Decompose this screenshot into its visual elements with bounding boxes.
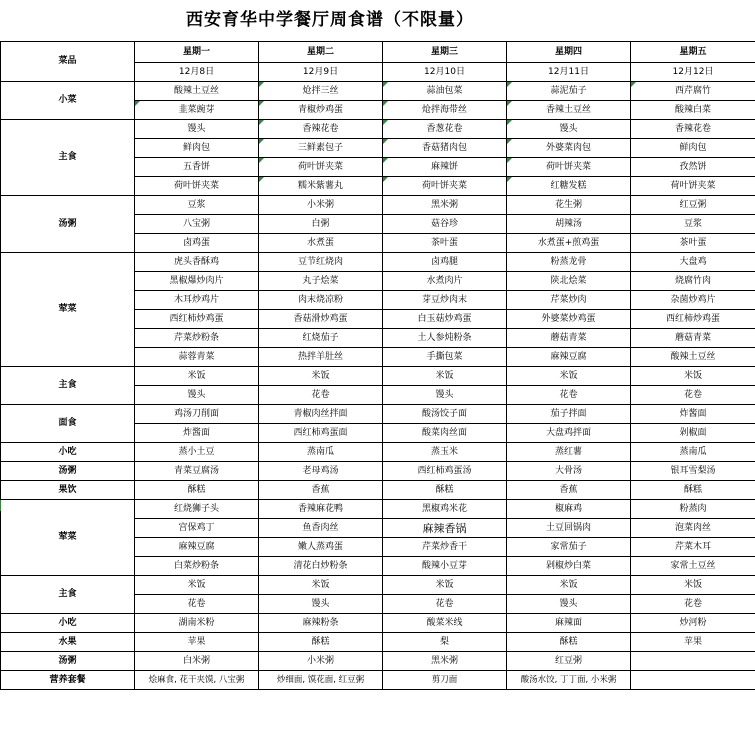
menu-row bbox=[1, 481, 755, 500]
dish-cell: 粉蒸龙骨 bbox=[507, 253, 631, 272]
dish-cell: 芹菜炒粉条 bbox=[135, 329, 259, 348]
dish-cell: 芹菜炒香干 bbox=[383, 538, 507, 557]
menu-row bbox=[1, 652, 755, 671]
dish-cell: 鸡汤刀削面 bbox=[135, 405, 259, 424]
dish-cell: 苹果 bbox=[135, 633, 259, 652]
dish-cell: 椒麻鸡 bbox=[507, 500, 631, 519]
dish-cell: 黑椒鸡米花 bbox=[383, 500, 507, 519]
dish-cell: 香辣麻花鸭 bbox=[259, 500, 383, 519]
dish-cell: 荷叶饼夹菜 bbox=[631, 177, 755, 196]
dish-cell: 蒸红薯 bbox=[507, 443, 631, 462]
dish-cell: 炝拌三丝 bbox=[259, 82, 383, 101]
dish-cell: 宫保鸡丁 bbox=[135, 519, 259, 538]
dish-cell: 西红柿炒鸡蛋 bbox=[631, 310, 755, 329]
dish-cell: 米饭 bbox=[135, 367, 259, 386]
category-cell: 小吃 bbox=[1, 614, 135, 633]
dish-cell: 青椒肉丝拌面 bbox=[259, 405, 383, 424]
dish-cell: 青菜豆腐汤 bbox=[135, 462, 259, 481]
dish-cell: 卤鸡蛋 bbox=[135, 234, 259, 253]
dish-cell: 馒头 bbox=[507, 120, 631, 139]
dish-cell: 炒细面, 馍花面, 红豆粥 bbox=[259, 671, 383, 690]
category-cell: 主食 bbox=[1, 367, 135, 405]
day-header: 星期二 bbox=[259, 42, 383, 63]
dish-cell: 麻辣饼 bbox=[383, 158, 507, 177]
category-cell: 汤粥 bbox=[1, 462, 135, 481]
dish-cell: 芹菜炒肉 bbox=[507, 291, 631, 310]
dish-cell: 苹果 bbox=[631, 633, 755, 652]
dish-cell: 剪刀面 bbox=[383, 671, 507, 690]
date-header: 12月8日 bbox=[135, 63, 259, 82]
dish-cell: 茶叶蛋 bbox=[383, 234, 507, 253]
category-cell: 小菜 bbox=[1, 82, 135, 120]
dish-cell: 米饭 bbox=[507, 576, 631, 595]
dish-cell: 酸汤饺子面 bbox=[383, 405, 507, 424]
category-cell: 荤菜 bbox=[1, 253, 135, 367]
dish-cell: 黑米粥 bbox=[383, 196, 507, 215]
dish-cell: 米饭 bbox=[135, 576, 259, 595]
dish-cell: 小米粥 bbox=[259, 652, 383, 671]
menu-row bbox=[1, 253, 755, 272]
dish-cell: 烩麻食, 花干夹馍, 八宝粥 bbox=[135, 671, 259, 690]
dish-cell: 五香饼 bbox=[135, 158, 259, 177]
dish-cell: 蘑菇青菜 bbox=[507, 329, 631, 348]
dish-cell: 红烧茄子 bbox=[259, 329, 383, 348]
dish-cell: 米饭 bbox=[383, 367, 507, 386]
dish-cell: 米饭 bbox=[631, 367, 755, 386]
dish-cell: 花卷 bbox=[507, 386, 631, 405]
dish-cell: 剁椒面 bbox=[631, 424, 755, 443]
dish-cell: 热拌羊肚丝 bbox=[259, 348, 383, 367]
dish-cell: 银耳雪梨汤 bbox=[631, 462, 755, 481]
date-header: 12月11日 bbox=[507, 63, 631, 82]
dish-cell: 老母鸡汤 bbox=[259, 462, 383, 481]
category-cell: 水果 bbox=[1, 633, 135, 652]
dish-cell: 米饭 bbox=[507, 367, 631, 386]
menu-row bbox=[1, 462, 755, 481]
dish-cell: 花卷 bbox=[631, 595, 755, 614]
dish-cell: 炒河粉 bbox=[631, 614, 755, 633]
dish-cell: 蒜油包菜 bbox=[383, 82, 507, 101]
dish-cell: 荷叶饼夹菜 bbox=[507, 158, 631, 177]
category-cell: 汤粥 bbox=[1, 652, 135, 671]
dish-cell: 茶叶蛋 bbox=[631, 234, 755, 253]
menu-row bbox=[1, 120, 755, 139]
dish-cell: 白玉菇炒鸡蛋 bbox=[383, 310, 507, 329]
category-cell: 小吃 bbox=[1, 443, 135, 462]
dish-cell: 大盘鸡拌面 bbox=[507, 424, 631, 443]
dish-cell: 酸辣土豆丝 bbox=[135, 82, 259, 101]
menu-row bbox=[1, 671, 755, 690]
dish-cell: 蒜泥茄子 bbox=[507, 82, 631, 101]
dish-cell: 芽豆炒肉末 bbox=[383, 291, 507, 310]
dish-cell: 糯米紫薯丸 bbox=[259, 177, 383, 196]
dish-cell: 香蕉 bbox=[507, 481, 631, 500]
dish-cell: 外婆菜炒鸡蛋 bbox=[507, 310, 631, 329]
dish-cell: 大骨汤 bbox=[507, 462, 631, 481]
dish-cell: 花生粥 bbox=[507, 196, 631, 215]
dish-cell: 黑椒爆炒肉片 bbox=[135, 272, 259, 291]
dish-cell: 酸菜米线 bbox=[383, 614, 507, 633]
dish-cell: 花卷 bbox=[259, 386, 383, 405]
dish-cell: 米饭 bbox=[383, 576, 507, 595]
dish-cell: 蒜蓉青菜 bbox=[135, 348, 259, 367]
dish-cell: 茄子拌面 bbox=[507, 405, 631, 424]
dish-cell: 土人参炖粉条 bbox=[383, 329, 507, 348]
day-header-row bbox=[1, 42, 755, 63]
menu-row bbox=[1, 500, 755, 519]
dish-cell: 炸酱面 bbox=[631, 405, 755, 424]
day-header: 星期三 bbox=[383, 42, 507, 63]
dish-cell: 菇谷珍 bbox=[383, 215, 507, 234]
dish-cell: 花卷 bbox=[135, 595, 259, 614]
dish-cell: 酥糕 bbox=[631, 481, 755, 500]
dish-cell: 泡菜肉丝 bbox=[631, 519, 755, 538]
dish-cell: 丸子烩菜 bbox=[259, 272, 383, 291]
dish-cell: 香蕉 bbox=[259, 481, 383, 500]
dish-cell: 杂菌炒鸡片 bbox=[631, 291, 755, 310]
category-cell: 营养套餐 bbox=[1, 671, 135, 690]
dish-cell: 胡辣汤 bbox=[507, 215, 631, 234]
dish-cell: 麻辣香锅 bbox=[383, 519, 507, 538]
dish-cell: 三鲜素包子 bbox=[259, 139, 383, 158]
dish-cell: 米饭 bbox=[259, 576, 383, 595]
dish-cell: 白米粥 bbox=[135, 652, 259, 671]
dish-cell: 蒸南瓜 bbox=[259, 443, 383, 462]
category-cell: 面食 bbox=[1, 405, 135, 443]
dish-cell: 红豆粥 bbox=[507, 652, 631, 671]
dish-cell bbox=[631, 652, 755, 671]
dish-cell: 小米粥 bbox=[259, 196, 383, 215]
dish-cell: 酸汤水饺, 丁丁面, 小米粥 bbox=[507, 671, 631, 690]
dish-cell: 家常土豆丝 bbox=[631, 557, 755, 576]
dish-cell: 花卷 bbox=[631, 386, 755, 405]
category-header: 菜品 bbox=[1, 42, 135, 82]
dish-cell: 水煮蛋 bbox=[259, 234, 383, 253]
dish-cell: 青椒炒鸡蛋 bbox=[259, 101, 383, 120]
menu-row bbox=[1, 367, 755, 386]
dish-cell: 荷叶饼夹菜 bbox=[259, 158, 383, 177]
weekly-menu-table bbox=[0, 41, 755, 690]
dish-cell: 酥糕 bbox=[507, 633, 631, 652]
date-header: 12月12日 bbox=[631, 63, 755, 82]
dish-cell: 香菇滑炒鸡蛋 bbox=[259, 310, 383, 329]
dish-cell: 八宝粥 bbox=[135, 215, 259, 234]
dish-cell: 烧腐竹肉 bbox=[631, 272, 755, 291]
dish-cell bbox=[631, 671, 755, 690]
dish-cell: 酸菜肉丝面 bbox=[383, 424, 507, 443]
dish-cell: 酥糕 bbox=[259, 633, 383, 652]
dish-cell: 香辣花卷 bbox=[631, 120, 755, 139]
dish-cell: 红豆粥 bbox=[631, 196, 755, 215]
dish-cell: 荷叶饼夹菜 bbox=[383, 177, 507, 196]
dish-cell: 鲜肉包 bbox=[631, 139, 755, 158]
dish-cell: 米饭 bbox=[631, 576, 755, 595]
dish-cell: 红糖发糕 bbox=[507, 177, 631, 196]
category-cell: 主食 bbox=[1, 576, 135, 614]
day-header: 星期四 bbox=[507, 42, 631, 63]
day-header: 星期一 bbox=[135, 42, 259, 63]
dish-cell: 水煮蛋+煎鸡蛋 bbox=[507, 234, 631, 253]
menu-row bbox=[1, 633, 755, 652]
dish-cell: 香菇猪肉包 bbox=[383, 139, 507, 158]
menu-row bbox=[1, 614, 755, 633]
dish-cell: 西红柿炒鸡蛋 bbox=[135, 310, 259, 329]
date-header: 12月9日 bbox=[259, 63, 383, 82]
dish-cell: 鱼香肉丝 bbox=[259, 519, 383, 538]
dish-cell: 大盘鸡 bbox=[631, 253, 755, 272]
dish-cell: 酸辣白菜 bbox=[631, 101, 755, 120]
dish-cell: 虎头香酥鸡 bbox=[135, 253, 259, 272]
dish-cell: 麻辣粉条 bbox=[259, 614, 383, 633]
dish-cell: 鲜肉包 bbox=[135, 139, 259, 158]
dish-cell: 馒头 bbox=[135, 386, 259, 405]
dish-cell: 木耳炒鸡片 bbox=[135, 291, 259, 310]
dish-cell: 麻辣豆腐 bbox=[507, 348, 631, 367]
dish-cell: 手撕包菜 bbox=[383, 348, 507, 367]
dish-cell: 孜然饼 bbox=[631, 158, 755, 177]
menu-row bbox=[1, 405, 755, 424]
dish-cell: 韭菜豌芽 bbox=[135, 101, 259, 120]
dish-cell: 西芹腐竹 bbox=[631, 82, 755, 101]
dish-cell: 香葱花卷 bbox=[383, 120, 507, 139]
dish-cell: 陕北烩菜 bbox=[507, 272, 631, 291]
page-title: 西安育华中学餐厅周食谱（不限量） bbox=[186, 10, 474, 30]
dish-cell: 馒头 bbox=[507, 595, 631, 614]
dish-cell: 香辣花卷 bbox=[259, 120, 383, 139]
dish-cell: 麻辣面 bbox=[507, 614, 631, 633]
dish-cell: 香辣土豆丝 bbox=[507, 101, 631, 120]
dish-cell: 粉蒸肉 bbox=[631, 500, 755, 519]
dish-cell: 卤鸡腿 bbox=[383, 253, 507, 272]
dish-cell: 西红柿鸡蛋汤 bbox=[383, 462, 507, 481]
category-cell: 汤粥 bbox=[1, 196, 135, 253]
dish-cell: 豆浆 bbox=[135, 196, 259, 215]
dish-cell: 家常茄子 bbox=[507, 538, 631, 557]
dish-cell: 黑米粥 bbox=[383, 652, 507, 671]
dish-cell: 酸辣土豆丝 bbox=[631, 348, 755, 367]
dish-cell: 豆节红烧肉 bbox=[259, 253, 383, 272]
dish-cell: 红烧狮子头 bbox=[135, 500, 259, 519]
dish-cell: 蘑菇青菜 bbox=[631, 329, 755, 348]
category-cell: 主食 bbox=[1, 120, 135, 196]
dish-cell: 馒头 bbox=[259, 595, 383, 614]
menu-row bbox=[1, 443, 755, 462]
dish-cell: 嫩人蒸鸡蛋 bbox=[259, 538, 383, 557]
dish-cell: 麻辣豆腐 bbox=[135, 538, 259, 557]
dish-cell: 西红柿鸡蛋面 bbox=[259, 424, 383, 443]
dish-cell: 荷叶饼夹菜 bbox=[135, 177, 259, 196]
dish-cell: 馒头 bbox=[135, 120, 259, 139]
menu-row bbox=[1, 196, 755, 215]
dish-cell: 湖南米粉 bbox=[135, 614, 259, 633]
dish-cell: 清花白炒粉条 bbox=[259, 557, 383, 576]
dish-cell: 梨 bbox=[383, 633, 507, 652]
date-header: 12月10日 bbox=[383, 63, 507, 82]
dish-cell: 酥糕 bbox=[135, 481, 259, 500]
menu-row bbox=[1, 576, 755, 595]
dish-cell: 肉末烧凉粉 bbox=[259, 291, 383, 310]
dish-cell: 水煮肉片 bbox=[383, 272, 507, 291]
dish-cell: 土豆回锅肉 bbox=[507, 519, 631, 538]
dish-cell: 剁椒炒白菜 bbox=[507, 557, 631, 576]
dish-cell: 花卷 bbox=[383, 595, 507, 614]
row-marker bbox=[0, 500, 1, 511]
dish-cell: 白粥 bbox=[259, 215, 383, 234]
dish-cell: 酥糕 bbox=[383, 481, 507, 500]
dish-cell: 酸辣小豆芽 bbox=[383, 557, 507, 576]
dish-cell: 炝拌海带丝 bbox=[383, 101, 507, 120]
dish-cell: 米饭 bbox=[259, 367, 383, 386]
category-cell: 荤菜 bbox=[1, 500, 135, 576]
dish-cell: 蒸南瓜 bbox=[631, 443, 755, 462]
category-cell: 果饮 bbox=[1, 481, 135, 500]
day-header: 星期五 bbox=[631, 42, 755, 63]
dish-cell: 外婆菜肉包 bbox=[507, 139, 631, 158]
dish-cell: 芹菜木耳 bbox=[631, 538, 755, 557]
dish-cell: 蒸玉米 bbox=[383, 443, 507, 462]
dish-cell: 馒头 bbox=[383, 386, 507, 405]
menu-row bbox=[1, 82, 755, 101]
dish-cell: 豆浆 bbox=[631, 215, 755, 234]
dish-cell: 白菜炒粉条 bbox=[135, 557, 259, 576]
dish-cell: 炸酱面 bbox=[135, 424, 259, 443]
dish-cell: 蒸小土豆 bbox=[135, 443, 259, 462]
